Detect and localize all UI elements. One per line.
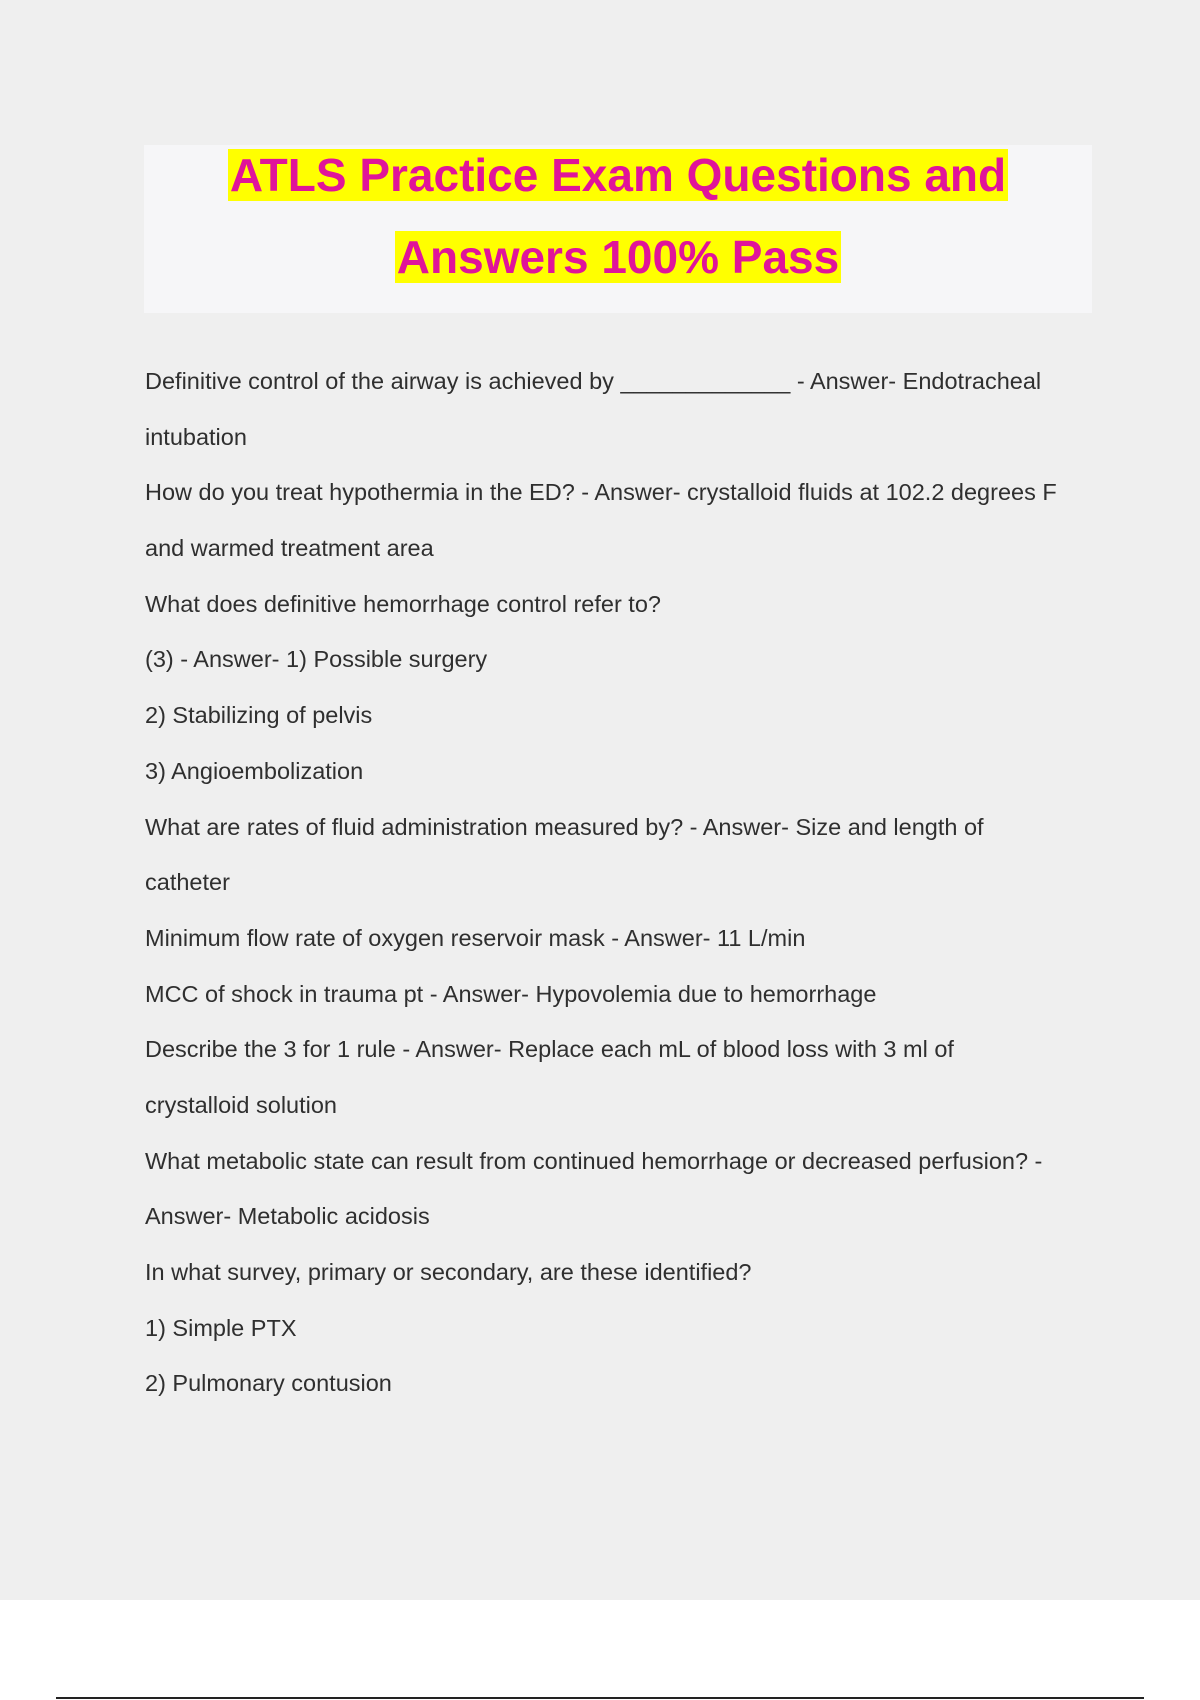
text-line: (3) - Answer- 1) Possible surgery	[145, 646, 488, 673]
title-line-1	[144, 145, 1092, 205]
title-block	[144, 145, 1092, 313]
text-line: Describe the 3 for 1 rule - Answer- Replace each mL of blood loss with 3 ml of	[145, 1036, 954, 1063]
text-line: crystalloid solution	[145, 1091, 338, 1118]
text-line: Minimum flow rate of oxygen reservoir mask - Answer- 11 L/min	[145, 924, 806, 951]
title-line-2	[144, 227, 1092, 287]
text-line: Answer- Metabolic acidosis	[145, 1203, 430, 1230]
text-line: How do you treat hypothermia in the ED? - Answer- crystalloid fluids at 102.2 degrees F	[145, 479, 1057, 506]
qa-content	[145, 355, 1105, 1413]
text-line: catheter	[145, 869, 230, 896]
title-text-2: Answers 100% Pass	[396, 231, 840, 283]
text-line: What does definitive hemorrhage control refer to?	[145, 590, 661, 617]
footer-divider	[56, 1697, 1144, 1699]
text-line: 3) Angioembolization	[145, 757, 364, 784]
text-line: 2) Stabilizing of pelvis	[145, 702, 373, 729]
text-line: MCC of shock in trauma pt - Answer- Hypovolemia due to hemorrhage	[145, 980, 877, 1007]
title-text-1: ATLS Practice Exam Questions and	[229, 149, 1007, 201]
text-line: In what survey, primary or secondary, are these identified?	[145, 1259, 752, 1285]
text-line: What are rates of fluid administration measured by? - Answer- Size and length of	[145, 813, 984, 840]
text-line: 1) Simple PTX	[145, 1314, 297, 1341]
text-line: and warmed treatment area	[145, 535, 434, 562]
text-line: Definitive control of the airway is achieved by _____________ - Answer- Endotracheal	[145, 368, 1042, 394]
text-line: What metabolic state can result from continued hemorrhage or decreased perfusion? -	[145, 1147, 1043, 1174]
text-line: 2) Pulmonary contusion	[145, 1370, 392, 1397]
text-line: intubation	[145, 423, 247, 450]
